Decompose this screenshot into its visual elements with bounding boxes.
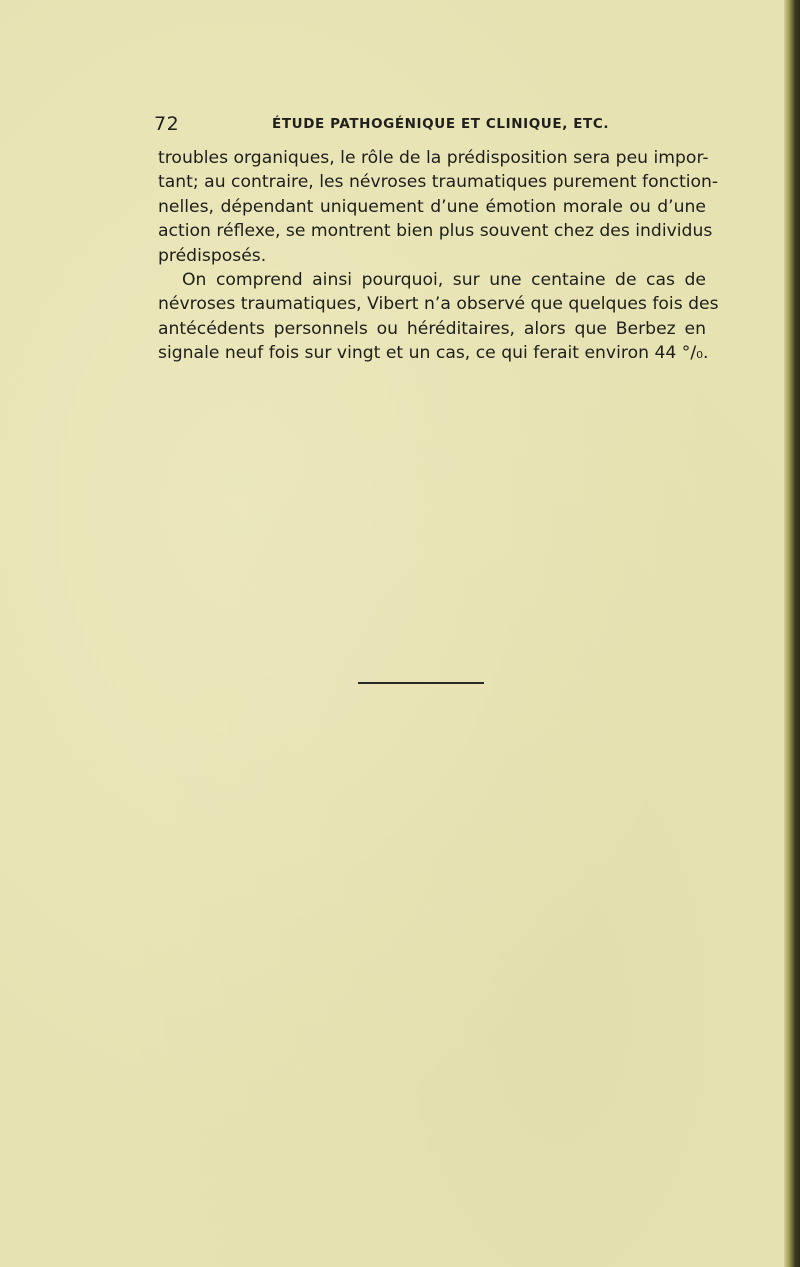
text-line: signale neuf fois sur vingt et un cas, ce qui ferait environ 44 °/₀. (158, 343, 709, 364)
section-end-rule (358, 682, 484, 684)
text-line: prédisposés. (158, 245, 267, 266)
body-text (158, 146, 719, 366)
page-header (154, 113, 684, 139)
text-line: nelles, dépendant uniquement d’une émotion morale ou d’une (158, 196, 706, 217)
text-line: antécédents personnels ou héréditaires, alors que Berbez en (158, 318, 706, 339)
running-title: ÉTUDE PATHOGÉNIQUE ET CLINIQUE, ETC. (272, 116, 610, 132)
text-line: névroses traumatiques, Vibert n’a observé que quelques fois des (158, 294, 719, 315)
text-line: On comprend ainsi pourquoi, sur une centaine de cas de (182, 269, 706, 290)
paragraph (158, 268, 719, 366)
page-edge-shadow (784, 0, 800, 1267)
paragraph (158, 146, 719, 268)
page-number: 72 (154, 113, 180, 135)
text-line: tant; au contraire, les névroses traumatiques purement fonction- (158, 172, 719, 193)
text-line: action réflexe, se montrent bien plus souvent chez des individus (158, 221, 713, 242)
text-line: troubles organiques, le rôle de la prédisposition sera peu impor- (158, 148, 709, 168)
